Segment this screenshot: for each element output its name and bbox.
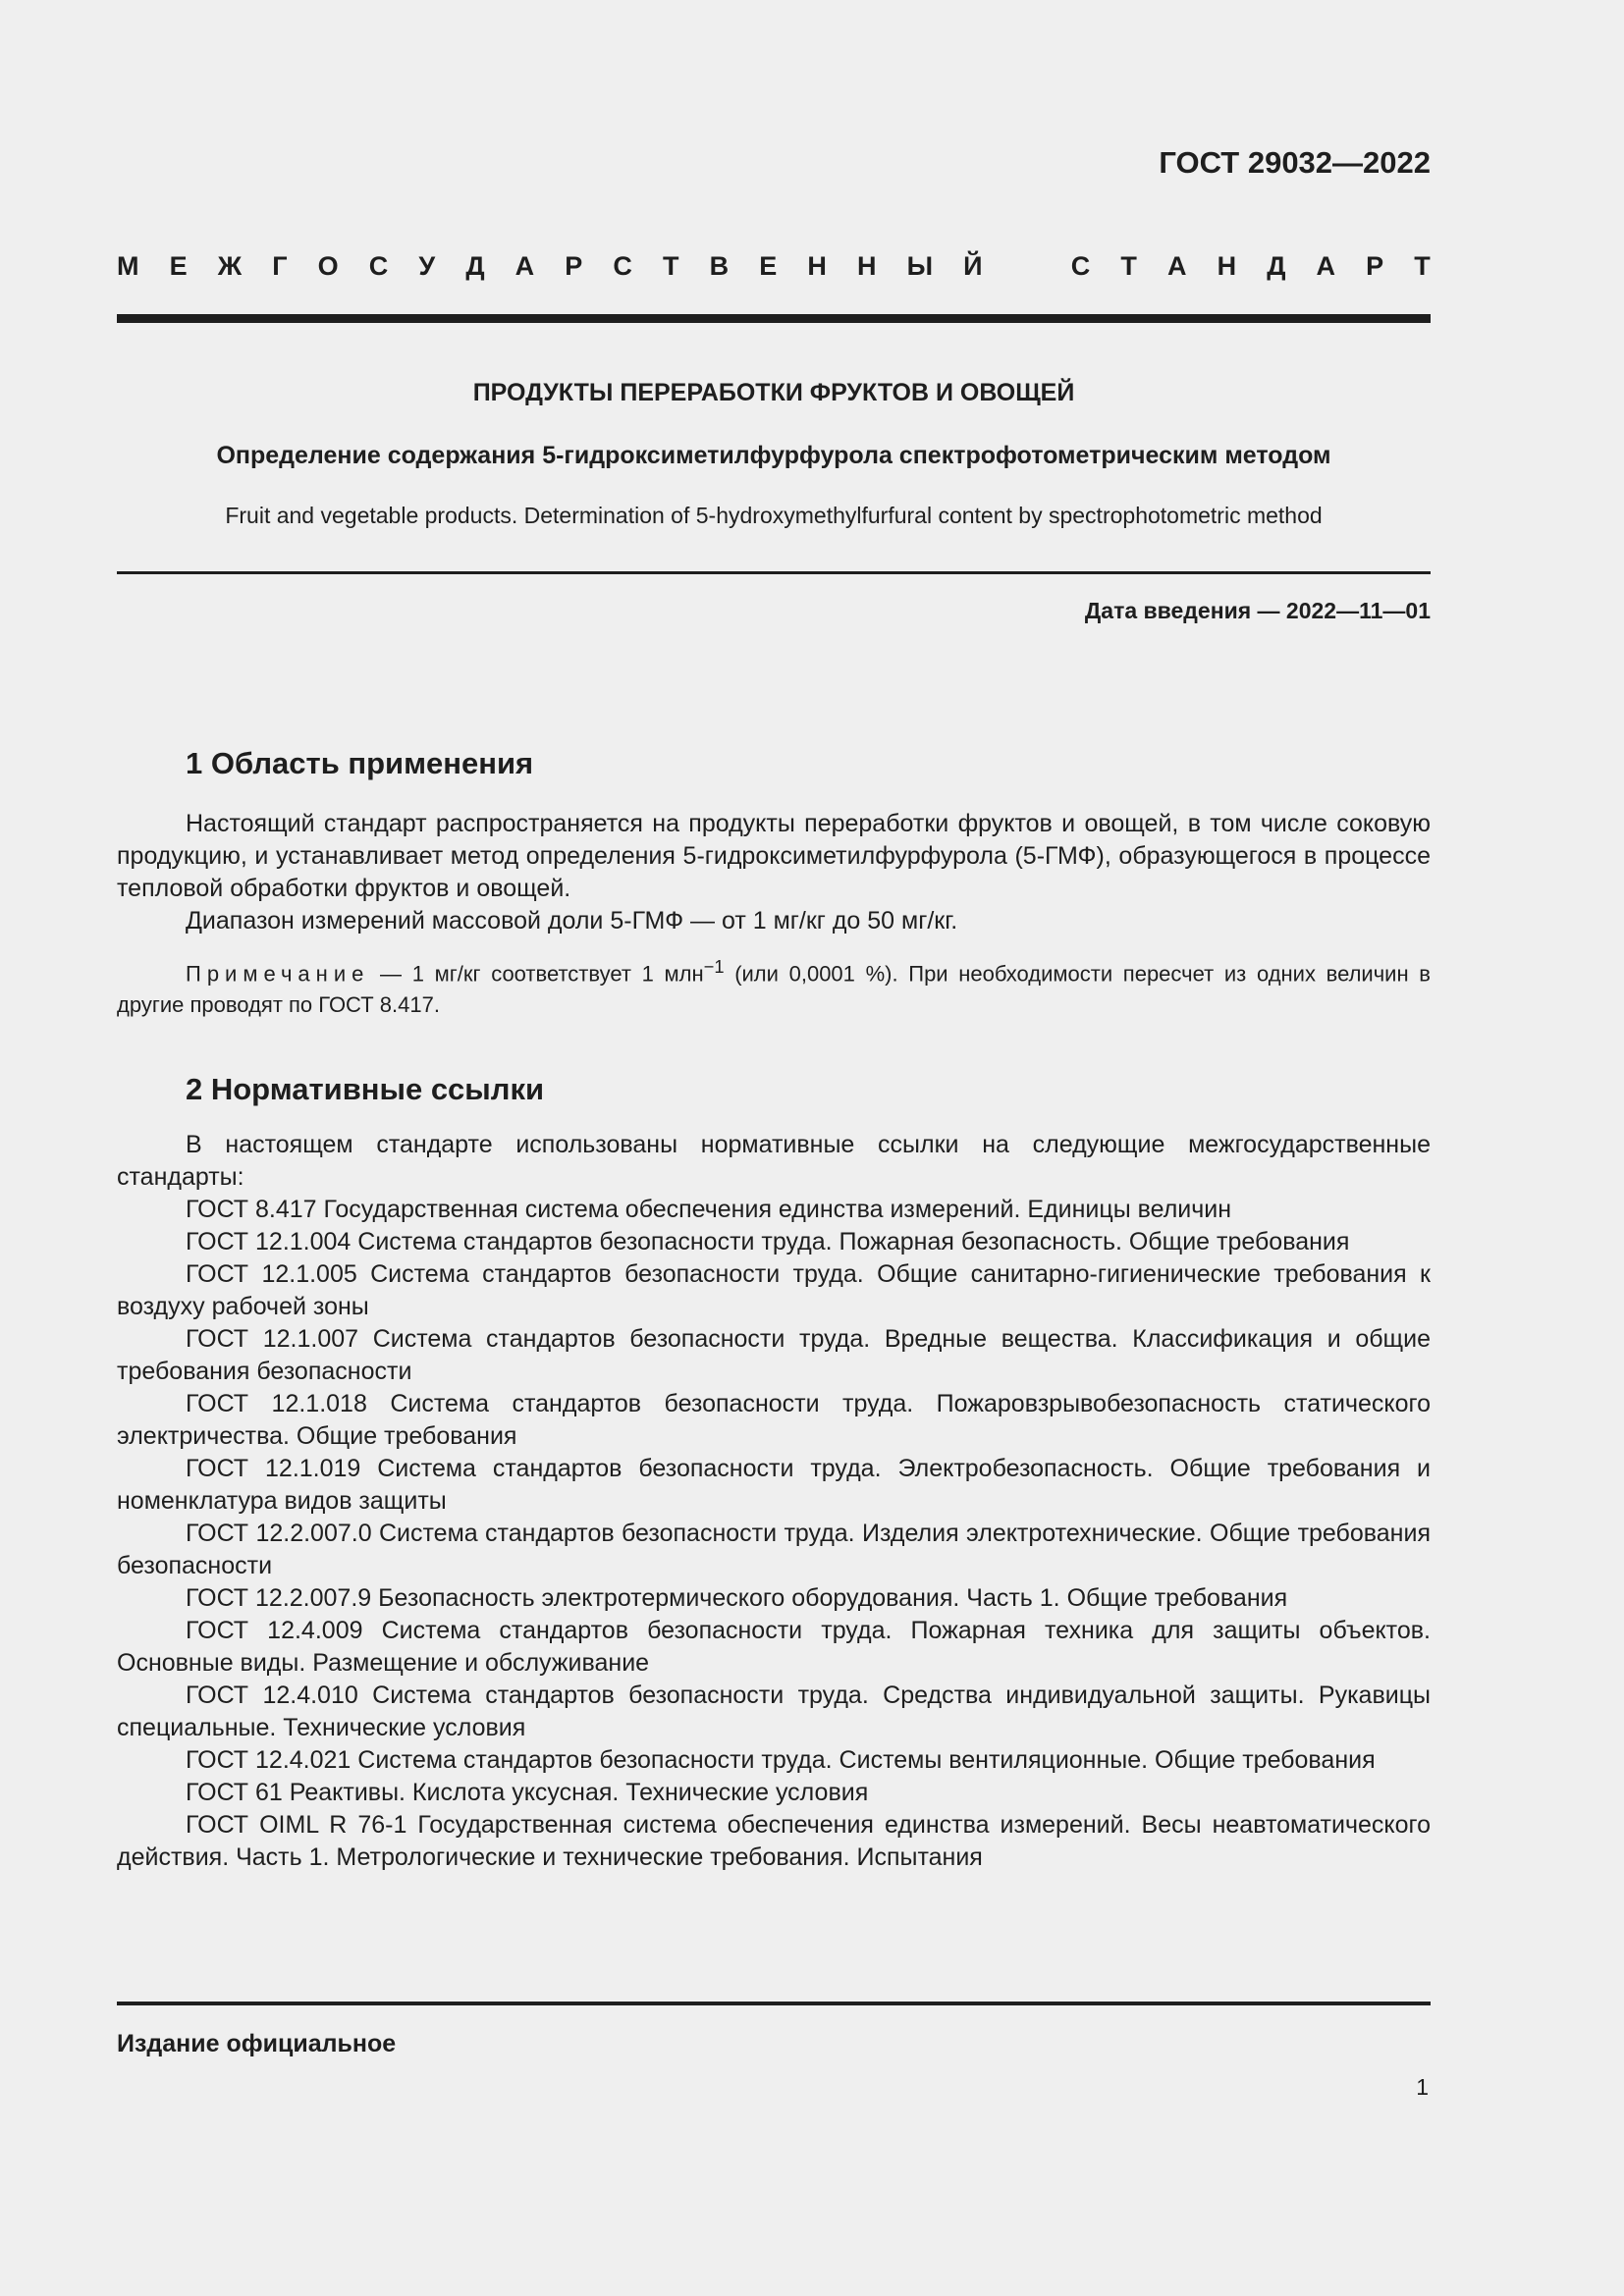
banner-letter: Р (565, 251, 583, 281)
reference-item: ГОСТ 12.1.007 Система стандартов безопасности труда. Вредные вещества. Классификация и общие требования безопасности (117, 1325, 1431, 1385)
paragraph: В настоящем стандарте использованы нормативные ссылки на следующие межгосударственные стандарты: (117, 1131, 1431, 1191)
effective-date: Дата введения — 2022—11—01 (1084, 598, 1431, 623)
banner-letter: У (418, 251, 436, 281)
reference-item: ГОСТ 12.1.018 Система стандартов безопасности труда. Пожаровзрывобезопасность статического электричества. Общие требования (117, 1390, 1431, 1450)
english-title: Fruit and vegetable products. Determination of 5-hydroxymethylfurfural content by spectrophotometric method (225, 503, 1323, 528)
banner-letter: Й (963, 251, 983, 281)
banner-letter: Г (272, 251, 288, 281)
title-divider (117, 571, 1431, 574)
paragraph: Диапазон измерений массовой доли 5-ГМФ — от 1 мг/кг до 50 мг/кг. (186, 907, 958, 934)
reference-item: ГОСТ 12.4.010 Система стандартов безопасности труда. Средства индивидуальной защиты. Рукавицы специальные. Технические условия (117, 1682, 1431, 1741)
banner-letter: Н (856, 251, 877, 281)
note-label: Примечание (186, 961, 370, 987)
note-text: (или 0,0001 %). При необходимости пересчет из одних величин в другие проводят по ГОСТ 8.417. (117, 961, 1431, 1018)
reference-item: ГОСТ 12.1.004 Система стандартов безопасности труда. Пожарная безопасность. Общие требования (186, 1228, 1350, 1255)
banner-letter: Ж (217, 251, 243, 281)
banner-letter: Н (807, 251, 827, 281)
edition-label: Издание официальное (117, 2030, 397, 2057)
section-2-heading: 2 Нормативные ссылки (186, 1072, 545, 1106)
reference-item: ГОСТ 12.2.007.0 Система стандартов безопасности труда. Изделия электротехнические. Общие требования безопасности (117, 1520, 1431, 1579)
banner-letter: В (709, 251, 730, 281)
banner-letter: Н (1217, 251, 1237, 281)
reference-item: ГОСТ 12.4.021 Система стандартов безопасности труда. Системы вентиляционные. Общие требования (186, 1746, 1376, 1774)
banner-letter: Е (169, 251, 188, 281)
section-1-heading: 1 Область применения (186, 746, 534, 780)
banner-letter: Т (663, 251, 679, 281)
note-text: — 1 мг/кг соответствует 1 млн (369, 961, 704, 987)
section-1-body (117, 808, 1431, 937)
banner-letter: Т (1414, 251, 1431, 281)
section-2-body (117, 1129, 1431, 1874)
banner-letter: С (613, 251, 632, 281)
standard-code: ГОСТ 29032—2022 (1159, 145, 1431, 180)
banner-letter: А (1316, 251, 1336, 281)
banner-letter: Ы (906, 251, 934, 281)
header-divider (117, 314, 1431, 323)
reference-item: ГОСТ 12.2.007.9 Безопасность электротермического оборудования. Часть 1. Общие требования (186, 1584, 1288, 1612)
banner-word-gap (1013, 251, 1041, 282)
section-1-note (117, 951, 1431, 1021)
banner-letter: О (317, 251, 339, 281)
reference-item: ГОСТ 61 Реактивы. Кислота уксусная. Технические условия (186, 1779, 869, 1806)
banner-letter: Т (1120, 251, 1137, 281)
banner-letter: С (1070, 251, 1091, 281)
page-number: 1 (1416, 2074, 1429, 2100)
reference-item: ГОСТ 8.417 Государственная система обеспечения единства измерений. Единицы величин (186, 1196, 1232, 1223)
banner-letter: Р (1366, 251, 1384, 281)
reference-item: ГОСТ 12.4.009 Система стандартов безопасности труда. Пожарная техника для защиты объектов. Основные виды. Размещение и обслуживание (117, 1617, 1431, 1677)
reference-item: ГОСТ OIML R 76-1 Государственная система обеспечения единства измерений. Весы неавтоматического действия. Часть 1. Метрологические и технические требования. Испытания (117, 1811, 1431, 1871)
document-subtitle: Определение содержания 5-гидроксиметилфурфурола спектрофотометрическим методом (216, 442, 1331, 469)
banner-letter: А (1166, 251, 1187, 281)
banner-letter: Д (465, 251, 485, 281)
banner-letter: Д (1267, 251, 1286, 281)
footer-divider (117, 2002, 1431, 2005)
banner-letter: С (368, 251, 389, 281)
reference-item: ГОСТ 12.1.005 Система стандартов безопасности труда. Общие санитарно-гигиенические требования к воздуху рабочей зоны (117, 1260, 1431, 1320)
reference-item: ГОСТ 12.1.019 Система стандартов безопасности труда. Электробезопасность. Общие требования и номенклатура видов защиты (117, 1455, 1431, 1515)
banner-letter: А (514, 251, 535, 281)
paragraph: Настоящий стандарт распространяется на продукты переработки фруктов и овощей, в том числе соковую продукцию, и устанавливает метод определения 5-гидроксиметилфурфурола (5-ГМФ), образующегося в процессе тепловой обработки фруктов и овощей. (117, 810, 1431, 902)
standard-type-banner (117, 251, 1431, 282)
banner-letter: М (117, 251, 139, 281)
document-title: ПРОДУКТЫ ПЕРЕРАБОТКИ ФРУКТОВ И ОВОЩЕЙ (472, 379, 1075, 406)
note-superscript: −1 (703, 956, 725, 977)
banner-letter: Е (759, 251, 778, 281)
